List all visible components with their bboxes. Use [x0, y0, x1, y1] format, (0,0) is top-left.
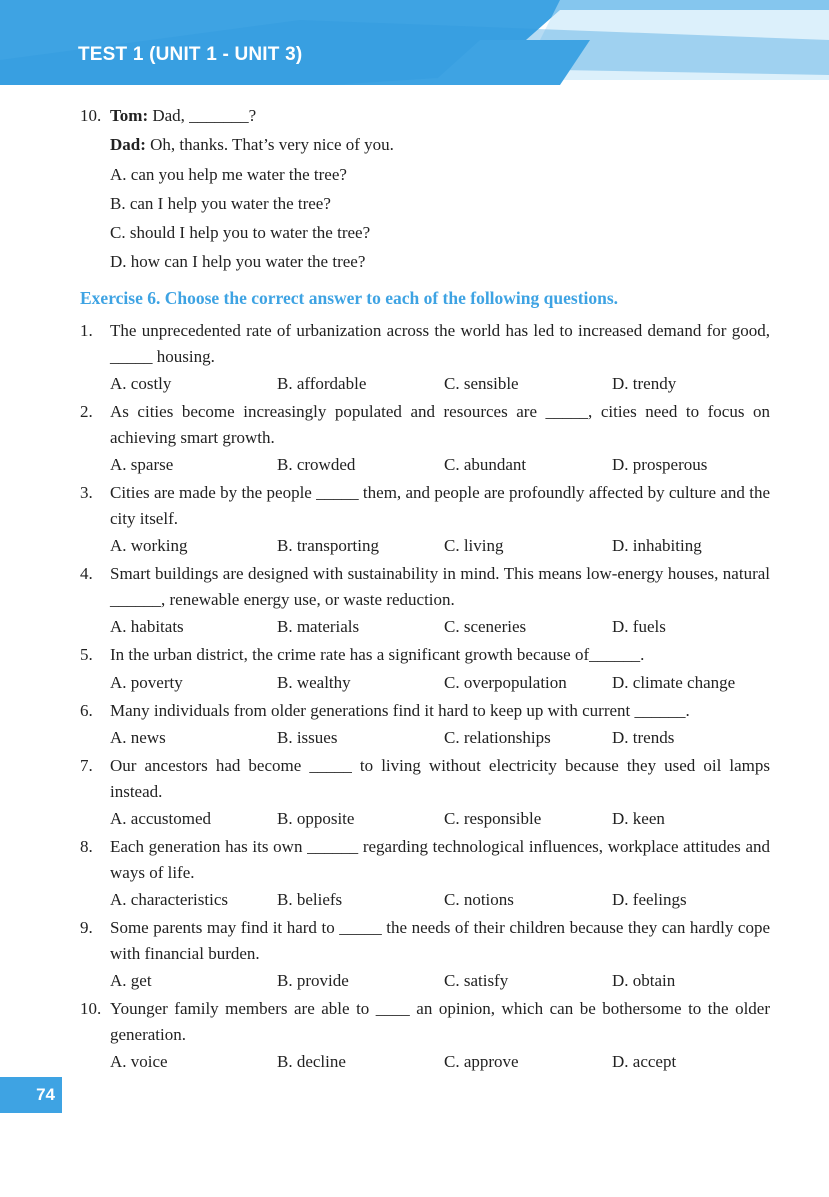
option-b[interactable]: B. affordable: [277, 374, 367, 393]
question-text: In the urban district, the crime rate has a significant growth because of______.: [110, 645, 645, 664]
option-a[interactable]: A. sparse: [110, 455, 174, 474]
header-banner: [0, 0, 829, 85]
option-b[interactable]: B. decline: [277, 1052, 346, 1071]
option-d[interactable]: D. inhabiting: [612, 536, 702, 555]
options-1: [110, 369, 770, 399]
options-4: [110, 612, 770, 642]
option-c[interactable]: C. sceneries: [444, 617, 527, 636]
question-text: Younger family members are able to ____ an opinion, which can be bothersome to the older generation.: [110, 999, 770, 1044]
options-8: [110, 885, 770, 915]
option-a[interactable]: A. news: [110, 728, 166, 747]
option-c[interactable]: C. living: [444, 536, 504, 555]
question-text: As cities become increasingly populated and resources are _____, cities need to focus on achieving smart growth.: [110, 402, 770, 447]
options-6: [110, 723, 770, 753]
option-b[interactable]: B. transporting: [277, 536, 379, 555]
option-d[interactable]: D. how can I help you water the tree?: [110, 252, 366, 272]
question-number: 10.: [80, 106, 102, 125]
option-a[interactable]: A. habitats: [110, 617, 184, 636]
option-d[interactable]: D. fuels: [612, 617, 666, 636]
dad-label: Dad:: [110, 135, 146, 155]
option-d[interactable]: D. trends: [612, 728, 675, 747]
option-c[interactable]: C. responsible: [444, 809, 542, 828]
tom-text: Dad, _______?: [152, 106, 257, 125]
dad-text: Oh, thanks. That’s very nice of you.: [150, 135, 394, 155]
option-c[interactable]: C. relationships: [444, 728, 551, 747]
option-a[interactable]: A. can you help me water the tree?: [110, 164, 347, 184]
question-2: 2. As cities become increasingly populated and resources are _____, cities need to focus on achieving smart growth.: [80, 399, 770, 450]
tom-line: [80, 106, 780, 135]
option-b[interactable]: B. issues: [277, 728, 338, 747]
question-4: 4. Smart buildings are designed with sustainability in mind. This means low-energy houses, natural ______, renewable energy use, or waste reduction.: [80, 561, 770, 612]
question-text: Each generation has its own ______ regarding technological influences, workplace attitudes and ways of life.: [110, 837, 770, 882]
question-text: The unprecedented rate of urbanization across the world has led to increased demand for good, _____ housing.: [110, 321, 770, 366]
option-a[interactable]: A. characteristics: [110, 890, 228, 909]
options-5: [110, 668, 770, 698]
question-text: Our ancestors had become _____ to living without electricity because they used oil lamps instead.: [110, 756, 770, 801]
question-9: 9. Some parents may find it hard to _____ the needs of their children because they can hardly cope with financial burden.: [80, 915, 770, 966]
question-8: 8. Each generation has its own ______ regarding technological influences, workplace attitudes and ways of life.: [80, 834, 770, 885]
question-list: [80, 318, 770, 1077]
option-b[interactable]: B. provide: [277, 971, 349, 990]
options-9: [110, 966, 770, 996]
prev-question: [80, 106, 780, 282]
option-b[interactable]: B. wealthy: [277, 672, 351, 692]
option-a[interactable]: A. poverty: [110, 672, 183, 692]
exercise-title: Exercise 6. Choose the correct answer to each of the following questions.: [80, 288, 619, 308]
option-b[interactable]: B. crowded: [277, 455, 356, 474]
option-a[interactable]: A. accustomed: [110, 809, 212, 828]
option-a[interactable]: A. costly: [110, 374, 172, 393]
options-3: [110, 531, 770, 561]
option-a[interactable]: A. voice: [110, 1052, 168, 1071]
option-d[interactable]: D. trendy: [612, 374, 677, 393]
option-b[interactable]: B. beliefs: [277, 890, 343, 909]
option-b[interactable]: B. can I help you water the tree?: [110, 193, 331, 213]
option-c[interactable]: C. approve: [444, 1052, 519, 1071]
options-10: [110, 1047, 770, 1077]
question-3: 3. Cities are made by the people _____ them, and people are profoundly affected by culture and the city itself.: [80, 480, 770, 531]
question-6: 6. Many individuals from older generations find it hard to keep up with current ______.: [80, 698, 770, 724]
option-d[interactable]: D. obtain: [612, 971, 676, 990]
option-b[interactable]: B. materials: [277, 617, 360, 636]
option-c[interactable]: C. abundant: [444, 455, 527, 474]
question-text: Smart buildings are designed with sustainability in mind. This means low-energy houses, natural ______, renewable energy use, or waste reduction.: [110, 564, 770, 609]
option-c[interactable]: C. satisfy: [444, 971, 509, 990]
question-10: 10. Younger family members are able to ____ an opinion, which can be bothersome to the older generation.: [80, 996, 770, 1047]
page-number: 74: [0, 1077, 62, 1113]
option-c[interactable]: C. sensible: [444, 374, 519, 393]
option-c[interactable]: C. should I help you to water the tree?: [110, 223, 371, 243]
question-text: Cities are made by the people _____ them, and people are profoundly affected by culture and the city itself.: [110, 483, 770, 528]
question-text: Some parents may find it hard to _____ the needs of their children because they can hardly cope with financial burden.: [110, 918, 770, 963]
tom-label: Tom:: [110, 106, 149, 125]
option-c[interactable]: C. notions: [444, 890, 514, 909]
question-1: 1. The unprecedented rate of urbanization across the world has led to increased demand for good, _____ housing.: [80, 318, 770, 369]
option-d[interactable]: D. feelings: [612, 890, 687, 909]
option-d[interactable]: D. keen: [612, 809, 665, 828]
options-7: [110, 804, 770, 834]
option-d[interactable]: D. accept: [612, 1052, 677, 1071]
page-title: TEST 1 (UNIT 1 - UNIT 3): [78, 44, 303, 65]
option-d[interactable]: D. climate change: [612, 672, 736, 692]
option-c[interactable]: C. overpopulation: [444, 672, 567, 692]
question-7: 7. Our ancestors had become _____ to living without electricity because they used oil lamps instead.: [80, 753, 770, 804]
question-text: Many individuals from older generations find it hard to keep up with current ______.: [110, 700, 690, 720]
dad-line: [80, 135, 780, 164]
option-a[interactable]: A. get: [110, 971, 152, 990]
option-a[interactable]: A. working: [110, 536, 188, 555]
option-b[interactable]: B. opposite: [277, 809, 355, 828]
options-2: [110, 450, 770, 480]
question-5: 5. In the urban district, the crime rate has a significant growth because of______.: [80, 642, 770, 668]
option-d[interactable]: D. prosperous: [612, 455, 708, 474]
